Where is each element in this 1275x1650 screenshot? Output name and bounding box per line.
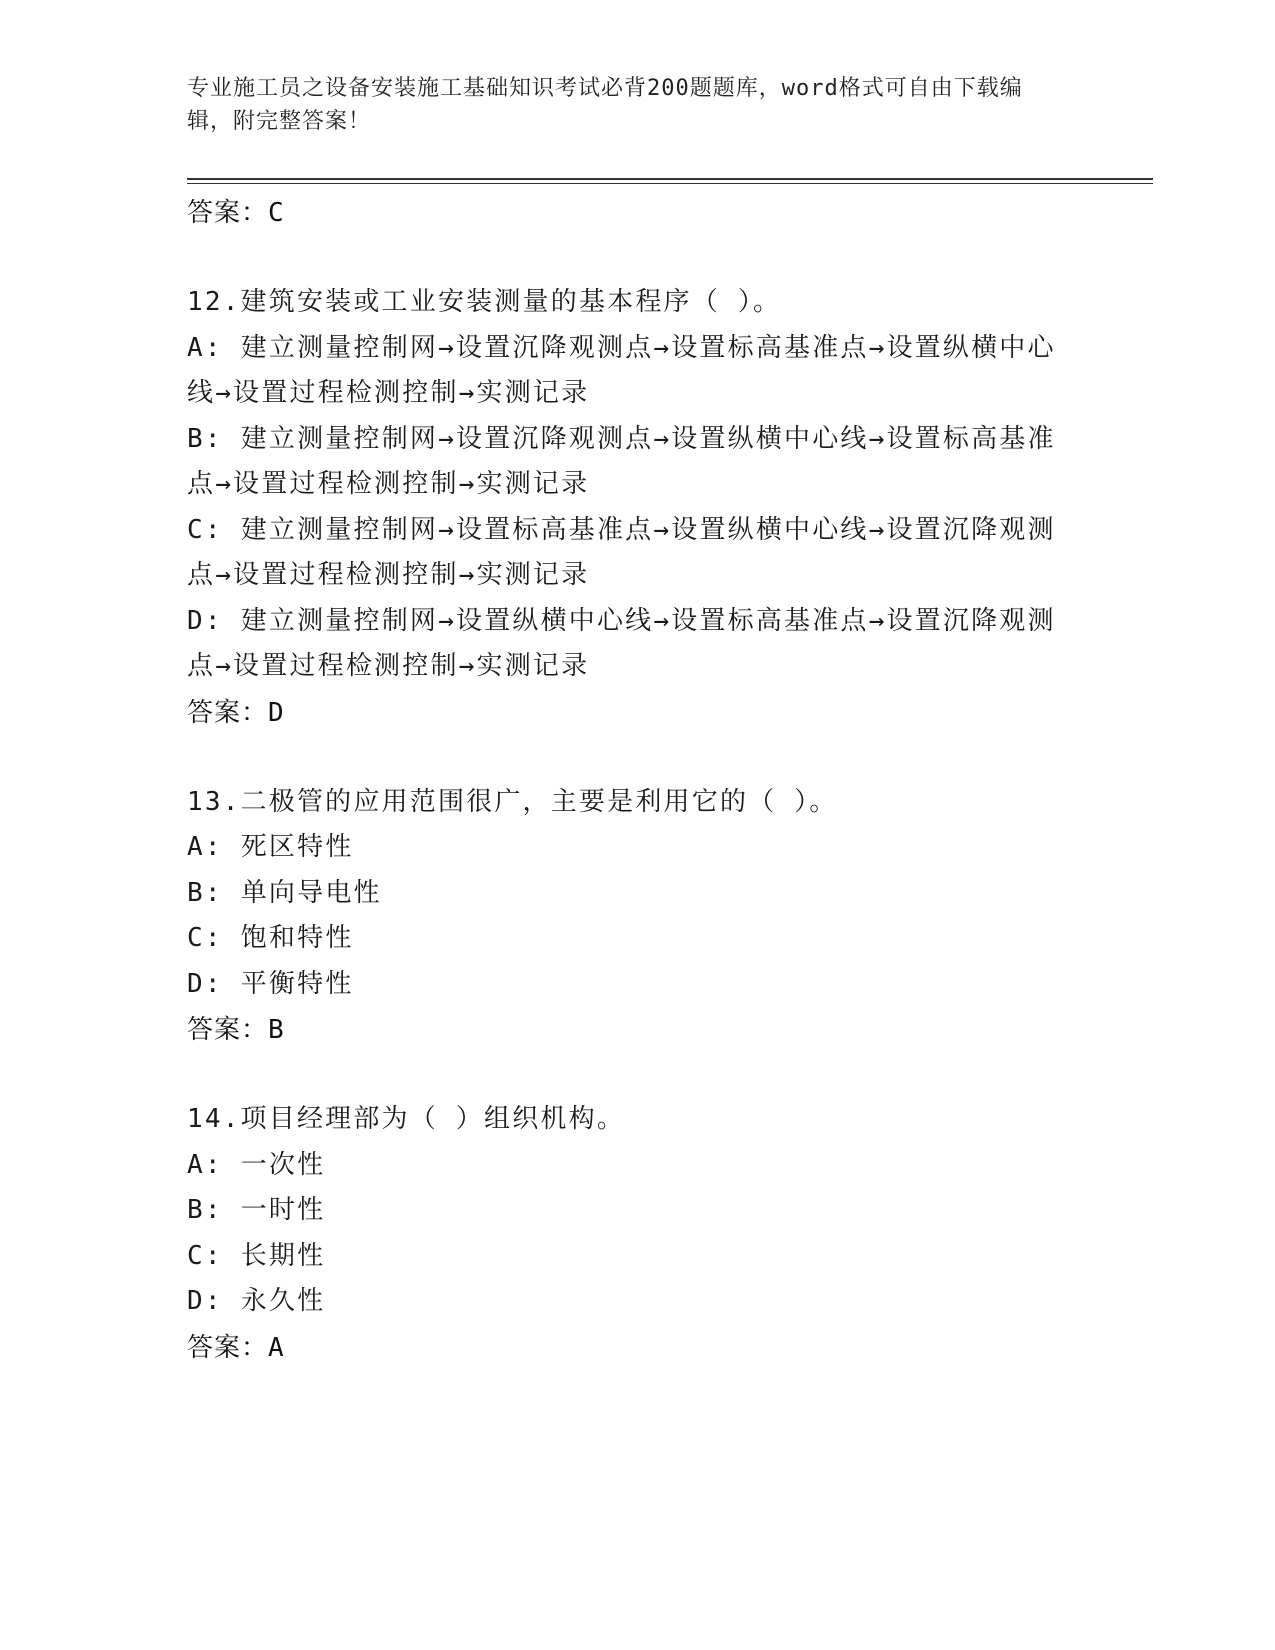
option-c bbox=[187, 916, 1077, 962]
option-key: A: bbox=[187, 1149, 223, 1180]
question-stem: 12.建筑安装或工业安装测量的基本程序（ ）。 bbox=[187, 287, 782, 317]
option-a bbox=[187, 326, 1077, 417]
option-text: 永久性 bbox=[240, 1286, 326, 1316]
option-key: B: bbox=[187, 1195, 223, 1225]
option-text: 建立测量控制网→设置沉降观测点→设置标高基准点→设置纵横中心线→设置过程检测控制→实测记录 bbox=[187, 332, 1056, 408]
option-key: A: bbox=[187, 332, 223, 363]
option-text: 平衡特性 bbox=[240, 968, 354, 999]
option-text: 死区特性 bbox=[240, 832, 354, 862]
option-key: D: bbox=[187, 968, 223, 999]
option-text: 建立测量控制网→设置标高基准点→设置纵横中心线→设置沉降观测点→设置过程检测控制→实测记录 bbox=[187, 514, 1056, 590]
answer-block-prev bbox=[187, 190, 1087, 236]
header-divider-thick bbox=[187, 178, 1153, 180]
header-divider-thin bbox=[187, 183, 1153, 184]
option-a bbox=[187, 1143, 1077, 1189]
option-b bbox=[187, 871, 1077, 917]
answer-line: 答案：A bbox=[187, 1332, 285, 1363]
option-key: D: bbox=[187, 605, 223, 636]
option-key: C: bbox=[187, 1240, 223, 1271]
option-key: D: bbox=[187, 1286, 223, 1316]
option-text: 单向导电性 bbox=[240, 877, 382, 908]
option-key: B: bbox=[187, 877, 223, 908]
question-12 bbox=[187, 280, 1087, 736]
option-key: A: bbox=[187, 832, 223, 862]
option-key: C: bbox=[187, 514, 223, 545]
option-key: B: bbox=[187, 423, 223, 454]
question-stem: 13.二极管的应用范围很广，主要是利用它的（ ）。 bbox=[187, 786, 838, 817]
option-text: 长期性 bbox=[240, 1240, 326, 1271]
question-stem: 14.项目经理部为（ ）组织机构。 bbox=[187, 1104, 626, 1134]
option-c bbox=[187, 1234, 1077, 1280]
option-text: 建立测量控制网→设置纵横中心线→设置标高基准点→设置沉降观测点→设置过程检测控制→实测记录 bbox=[187, 605, 1056, 681]
option-b bbox=[187, 1188, 1077, 1234]
option-d bbox=[187, 962, 1077, 1008]
answer-line: 答案：C bbox=[187, 198, 285, 228]
option-key: C: bbox=[187, 923, 223, 953]
question-13 bbox=[187, 780, 1087, 1054]
answer-line: 答案：D bbox=[187, 697, 285, 728]
option-d bbox=[187, 599, 1077, 690]
document-header-title: 专业施工员之设备安装施工基础知识考试必背200题题库，word格式可自由下载编辑，附完整答案！ bbox=[187, 76, 1023, 134]
option-text: 建立测量控制网→设置沉降观测点→设置纵横中心线→设置标高基准点→设置过程检测控制→实测记录 bbox=[187, 423, 1056, 499]
option-c bbox=[187, 508, 1077, 599]
question-14 bbox=[187, 1097, 1087, 1371]
option-text: 一时性 bbox=[240, 1195, 326, 1225]
option-text: 一次性 bbox=[240, 1149, 326, 1180]
question-list bbox=[187, 190, 1087, 1371]
option-a bbox=[187, 825, 1077, 871]
option-text: 饱和特性 bbox=[240, 923, 354, 953]
answer-line: 答案：B bbox=[187, 1015, 285, 1045]
option-b bbox=[187, 417, 1077, 508]
option-d bbox=[187, 1279, 1077, 1325]
